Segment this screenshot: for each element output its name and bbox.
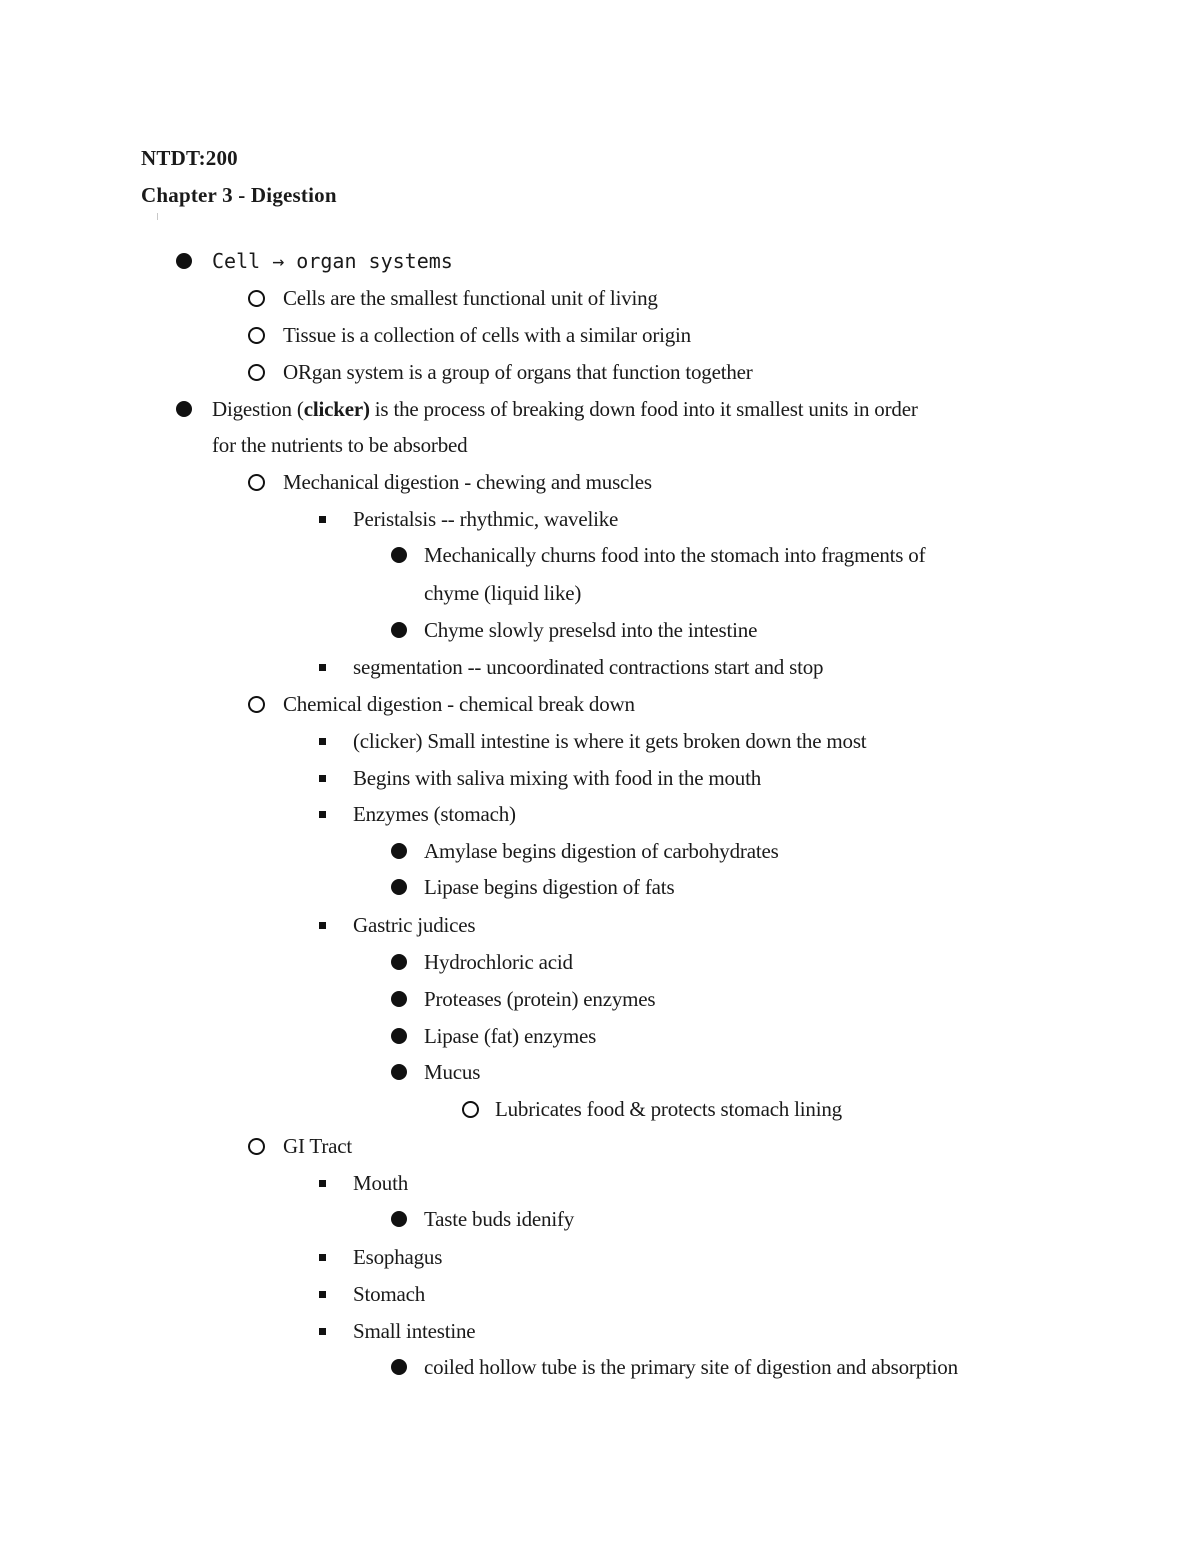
outline-item-continuation: chyme (liquid like) <box>424 581 582 605</box>
outline-item: coiled hollow tube is the primary site of digestion and absorption <box>424 1355 958 1379</box>
clicker-bold-text: clicker) <box>303 397 370 421</box>
outline-item: Taste buds idenify <box>424 1207 575 1231</box>
outline-item: Peristalsis -- rhythmic, wavelike <box>353 507 619 531</box>
outline-item: Chyme slowly preselsd into the intestine <box>424 618 758 642</box>
bullet-disc-icon <box>391 1211 407 1227</box>
bullet-disc-icon <box>391 954 407 970</box>
margin-mark <box>157 213 158 220</box>
bullet-circle-icon <box>248 327 265 344</box>
outline-item: ORgan system is a group of organs that function together <box>283 360 753 384</box>
outline-item: Esophagus <box>353 1245 443 1269</box>
outline-item: Mechanical digestion - chewing and muscles <box>283 470 652 494</box>
outline-item: GI Tract <box>283 1134 352 1158</box>
bullet-square-icon <box>319 922 326 929</box>
bullet-disc-icon <box>391 879 407 895</box>
bullet-square-icon <box>319 1291 326 1298</box>
bullet-disc-icon <box>391 1359 407 1375</box>
bullet-square-icon <box>319 738 326 745</box>
bullet-circle-icon <box>248 364 265 381</box>
outline-item: Cells are the smallest functional unit of living <box>283 286 658 310</box>
bullet-square-icon <box>319 516 326 523</box>
bullet-disc-icon <box>391 1064 407 1080</box>
outline-text: is the process of breaking down food into it smallest units in order <box>369 397 918 421</box>
bullet-circle-icon <box>248 1138 265 1155</box>
outline-item: Hydrochloric acid <box>424 950 573 974</box>
outline-item: Chemical digestion - chemical break down <box>283 692 635 716</box>
outline-item: Stomach <box>353 1282 426 1306</box>
bullet-square-icon <box>319 664 326 671</box>
bullet-disc-icon <box>391 991 407 1007</box>
bullet-disc-icon <box>391 843 407 859</box>
outline-item: Small intestine <box>353 1319 476 1343</box>
outline-item: Mucus <box>424 1060 481 1084</box>
bullet-square-icon <box>319 1254 326 1261</box>
bullet-disc-icon <box>391 1028 407 1044</box>
outline-item: segmentation -- uncoordinated contractions start and stop <box>353 655 824 679</box>
outline-item: Mechanically churns food into the stomach into fragments of <box>424 543 926 567</box>
bullet-disc-icon <box>391 547 407 563</box>
bullet-square-icon <box>319 811 326 818</box>
outline-item: Proteases (protein) enzymes <box>424 987 656 1011</box>
outline-item: Lipase (fat) enzymes <box>424 1024 597 1048</box>
bullet-disc-icon <box>176 253 192 269</box>
outline-text: Digestion ( <box>212 397 304 421</box>
bullet-disc-icon <box>176 401 192 417</box>
course-code: NTDT:200 <box>141 146 238 170</box>
bullet-circle-icon <box>248 696 265 713</box>
outline-item-digestion <box>212 396 918 422</box>
chapter-title: Chapter 3 - Digestion <box>141 183 337 207</box>
outline-item-continuation: for the nutrients to be absorbed <box>212 433 468 457</box>
outline-item: Begins with saliva mixing with food in the mouth <box>353 766 762 790</box>
outline-item: Lipase begins digestion of fats <box>424 875 675 899</box>
bullet-circle-icon <box>248 474 265 491</box>
outline-item: Gastric judices <box>353 913 476 937</box>
outline-item: Mouth <box>353 1171 409 1195</box>
bullet-disc-icon <box>391 622 407 638</box>
bullet-square-icon <box>319 775 326 782</box>
bullet-square-icon <box>319 1328 326 1335</box>
outline-item: Lubricates food & protects stomach lining <box>495 1097 842 1121</box>
outline-item: Amylase begins digestion of carbohydrates <box>424 839 779 863</box>
outline-item: (clicker) Small intestine is where it gets broken down the most <box>353 729 867 753</box>
outline-item: Enzymes (stomach) <box>353 802 516 826</box>
bullet-circle-icon <box>462 1101 479 1118</box>
outline-item: Tissue is a collection of cells with a similar origin <box>283 323 691 347</box>
bullet-square-icon <box>319 1180 326 1187</box>
outline-item: Cell → organ systems <box>212 249 453 273</box>
bullet-circle-icon <box>248 290 265 307</box>
